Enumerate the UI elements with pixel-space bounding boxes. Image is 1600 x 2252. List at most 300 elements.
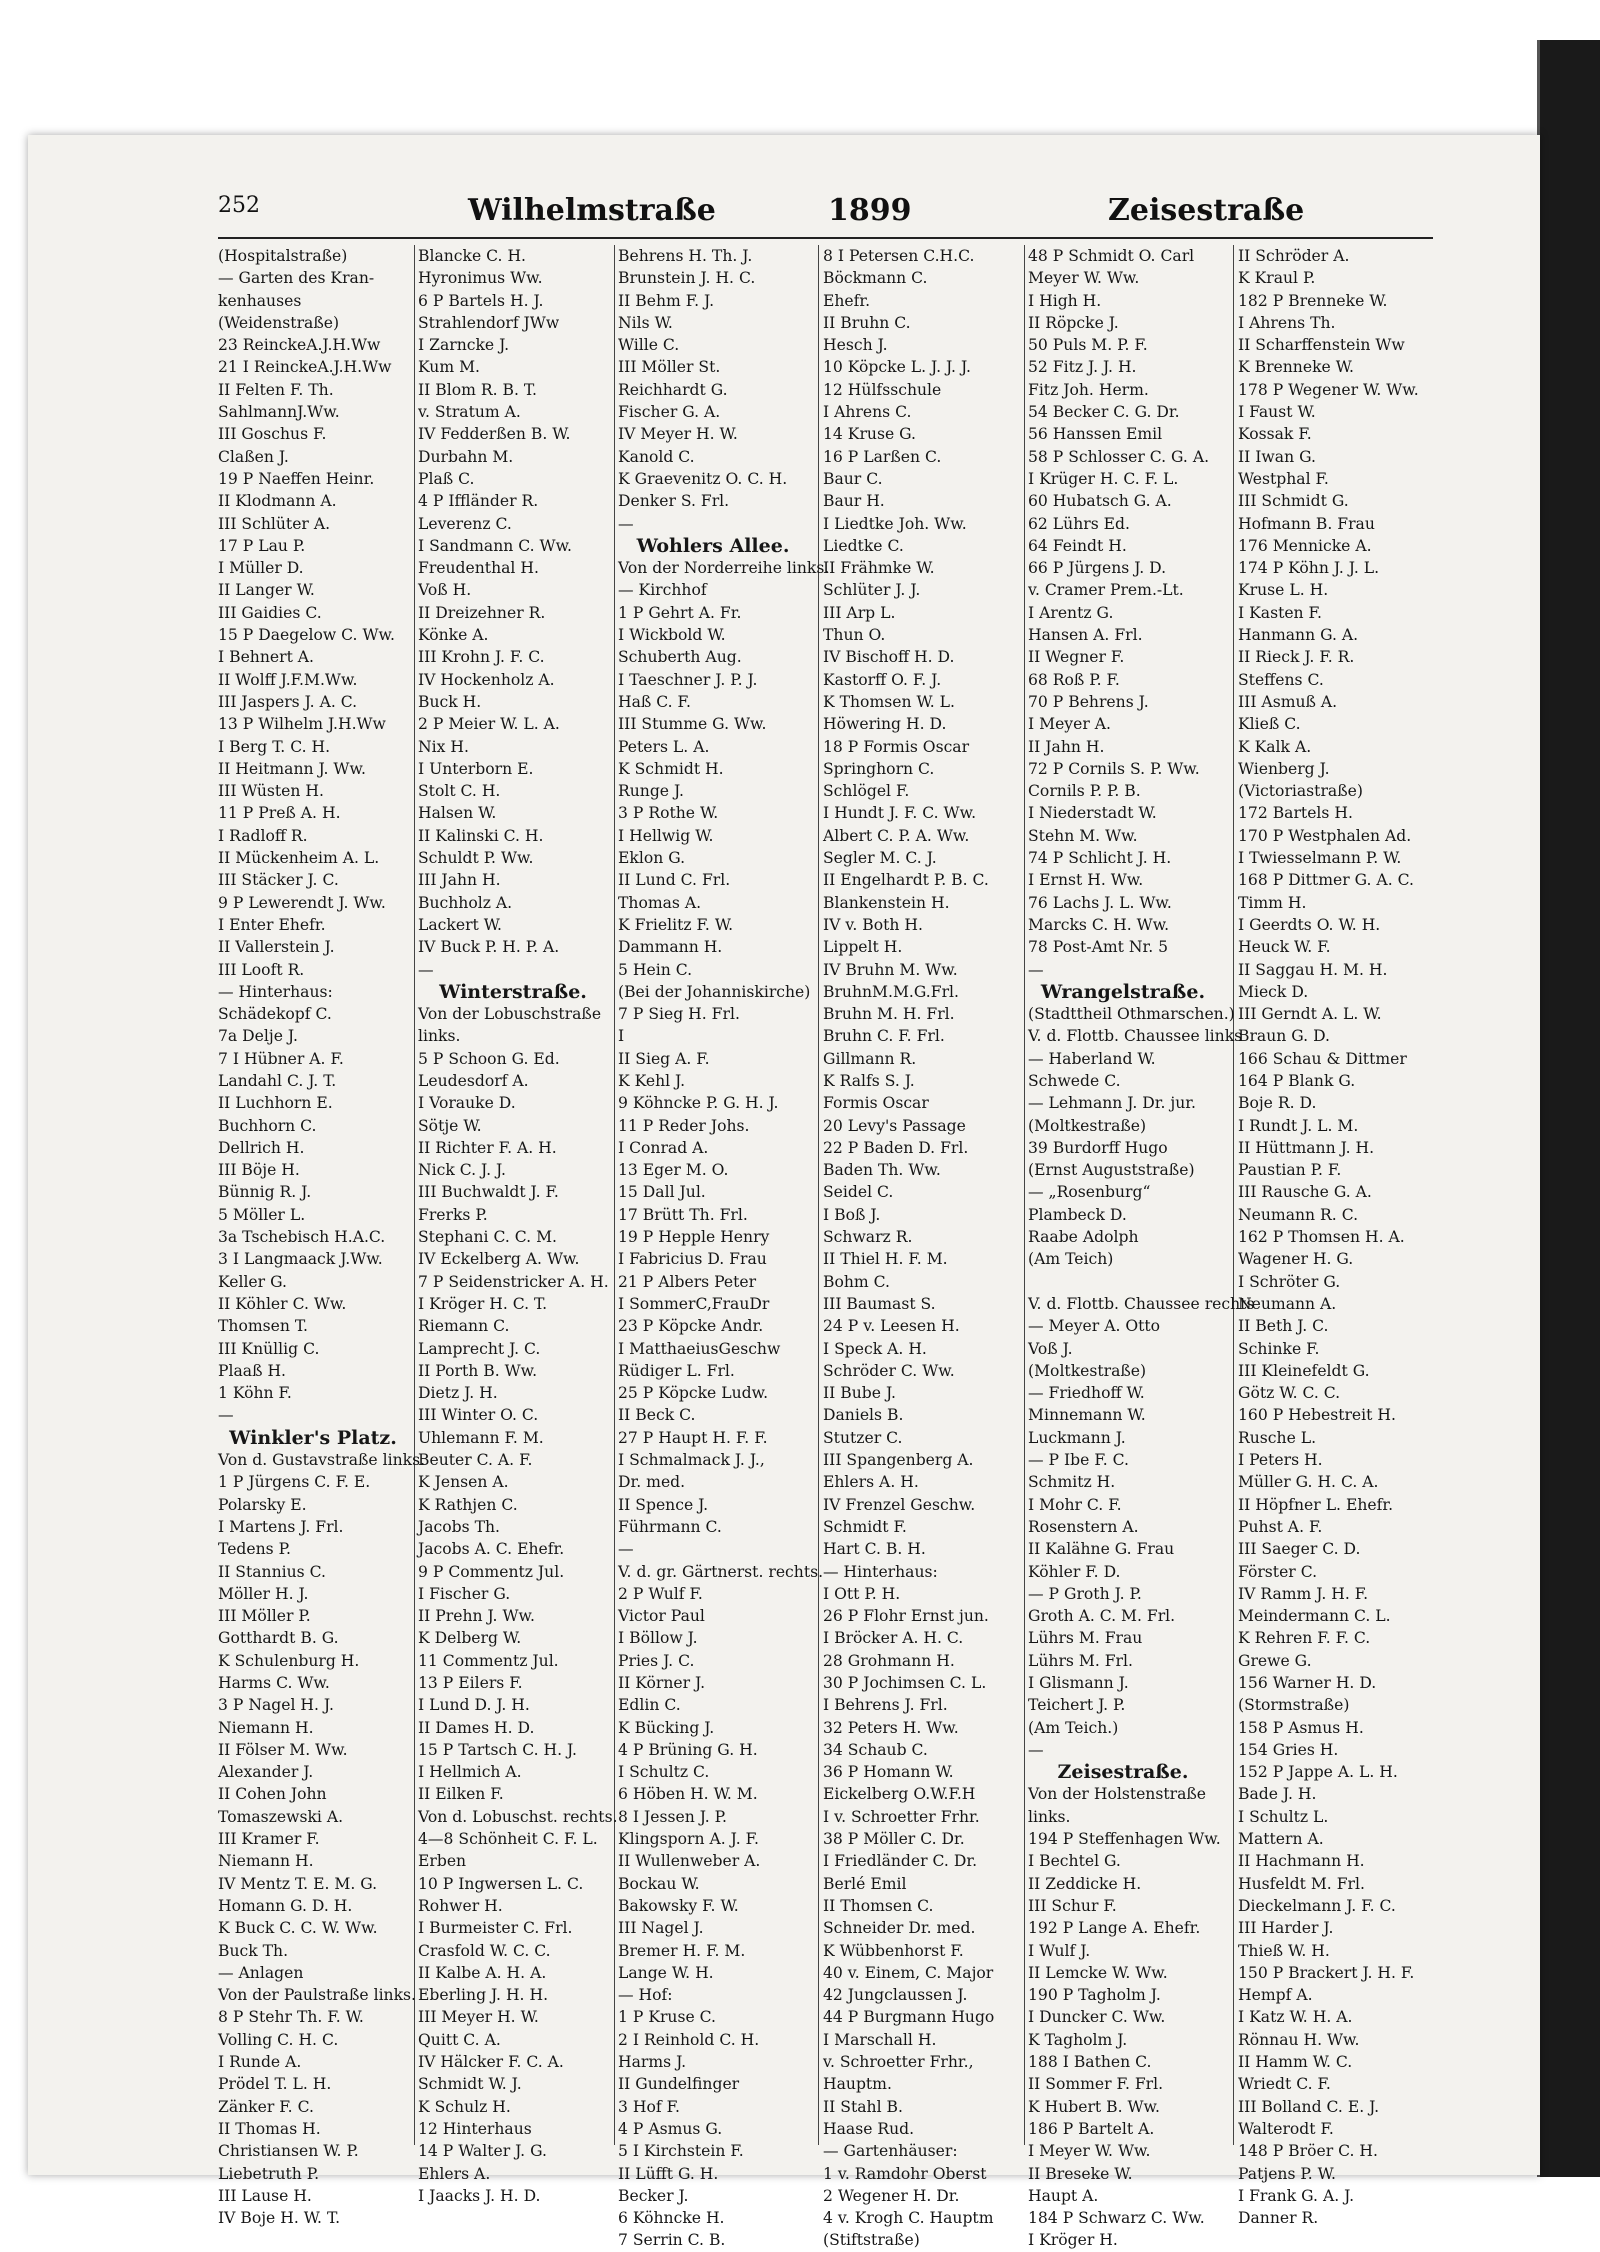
column-3 xyxy=(618,245,830,2252)
directory-entry: K Graevenitz O. C. H. xyxy=(618,469,788,488)
directory-entry: Tomaszewski A. xyxy=(218,1807,344,1826)
directory-entry: II Klodmann A. xyxy=(218,492,337,511)
header-year: 1899 xyxy=(828,193,912,228)
directory-entry: III Bolland C. E. J. xyxy=(1238,2097,1380,2116)
page-number: 252 xyxy=(218,193,260,218)
directory-entry: Niemann H. xyxy=(218,1852,314,1871)
directory-entry: 13 P Eilers F. xyxy=(418,1674,523,1692)
directory-entry: Husfeldt M. Frl. xyxy=(1238,1874,1365,1893)
directory-entry: II Wegner F. xyxy=(1028,648,1125,667)
directory-entry: Eberling J. H. H. xyxy=(418,1986,549,2005)
directory-entry: (Bei der Johanniskirche) xyxy=(618,982,811,1001)
directory-entry: Schuberth Aug. xyxy=(618,648,742,667)
directory-entry: 4—8 Schönheit C. F. L. xyxy=(418,1830,598,1849)
directory-entry: Braun G. D. xyxy=(1238,1027,1330,1046)
directory-entry: 5 Möller L. xyxy=(218,1205,306,1224)
directory-entry: 1 P Jürgens C. F. E. xyxy=(218,1473,371,1492)
directory-entry: I Bechtel G. xyxy=(1028,1852,1121,1871)
directory-entry: Kruse L. H. xyxy=(1238,581,1329,600)
directory-entry: Haupt A. xyxy=(1028,2186,1099,2205)
directory-entry: I Fischer G. xyxy=(418,1584,511,1603)
directory-entry: III Arp L. xyxy=(823,603,896,622)
directory-entry: I v. Schroetter Frhr. xyxy=(823,1807,980,1826)
directory-entry: Schinke F. xyxy=(1238,1339,1320,1358)
directory-entry: II Vallerstein J. xyxy=(218,938,335,957)
directory-entry: Voß J. xyxy=(1028,1339,1073,1358)
directory-entry: K Wübbenhorst F. xyxy=(823,1941,964,1960)
directory-entry: Von der Holstenstraße xyxy=(1028,1785,1207,1804)
directory-entry: 182 P Brenneke W. xyxy=(1238,291,1388,310)
directory-entry: Kossak F. xyxy=(1238,425,1312,444)
directory-entry: II Blom R. B. T. xyxy=(418,380,537,399)
directory-entry: III Goschus F. xyxy=(218,425,327,444)
directory-entry: Neumann R. C. xyxy=(1238,1205,1359,1224)
directory-entry: — Meyer A. Otto xyxy=(1028,1317,1161,1336)
directory-entry: 1 P Kruse C. xyxy=(618,2008,716,2027)
directory-entry: Danner R. xyxy=(1238,2209,1319,2228)
directory-entry: — xyxy=(1028,1740,1044,1759)
directory-entry: III Meyer H. W. xyxy=(418,2008,539,2027)
directory-entry: 186 P Bartelt A. xyxy=(1028,2119,1155,2138)
directory-entry: I Taeschner J. P. J. xyxy=(618,670,758,689)
directory-entry: Erben xyxy=(418,1852,467,1871)
directory-entry: Hanmann G. A. xyxy=(1238,626,1359,645)
directory-entry: K Hubert B. Ww. xyxy=(1028,2097,1160,2116)
directory-entry: III Rausche G. A. xyxy=(1238,1183,1372,1202)
directory-entry: 166 Schau & Dittmer xyxy=(1238,1049,1407,1068)
directory-entry: K Rathjen C. xyxy=(418,1495,518,1514)
directory-entry: 26 P Flohr Ernst jun. xyxy=(823,1607,989,1626)
directory-entry: II Körner J. xyxy=(618,1674,706,1692)
directory-entry: II Eilken F. xyxy=(418,1785,504,1804)
directory-entry: I Schmalmack J. J., xyxy=(618,1451,765,1470)
directory-entry: 14 Kruse G. xyxy=(823,425,916,444)
directory-entry: — xyxy=(1028,960,1044,979)
directory-entry: — xyxy=(218,1406,234,1425)
directory-entry: Frerks P. xyxy=(418,1205,488,1224)
directory-entry: I Marschall H. xyxy=(823,2030,937,2049)
directory-entry: 13 Eger M. O. xyxy=(618,1161,729,1180)
directory-entry: 16 P Larßen C. xyxy=(823,447,942,466)
directory-entry: K Kehl J. xyxy=(618,1071,686,1090)
directory-entry: Plambeck D. xyxy=(1028,1205,1127,1224)
directory-entry: I Burmeister C. Frl. xyxy=(418,1919,573,1938)
directory-entry: 3a Tschebisch H.A.C. xyxy=(218,1228,386,1247)
directory-entry: 62 Lührs Ed. xyxy=(1028,514,1130,533)
directory-entry: Beuter C. A. F. xyxy=(418,1451,533,1470)
directory-entry: Schwarz R. xyxy=(823,1228,913,1247)
directory-entry: Rüdiger L. Frl. xyxy=(618,1361,735,1380)
directory-entry: Schädekopf C. xyxy=(218,1005,332,1024)
directory-entry: I Unterborn E. xyxy=(418,759,534,778)
directory-entry: Hofmann B. Frau xyxy=(1238,514,1375,533)
directory-entry: Böckmann C. xyxy=(823,269,928,288)
directory-entry: Eklon G. xyxy=(618,849,686,868)
directory-entry: K Schulz H. xyxy=(418,2097,511,2116)
directory-entry: 12 Hülfsschule xyxy=(823,380,942,399)
column-6 xyxy=(1238,245,1428,2229)
directory-entry: 150 P Brackert J. H. F. xyxy=(1238,1963,1415,1982)
directory-entry: I High H. xyxy=(1028,291,1102,310)
directory-entry: — P Ibe F. C. xyxy=(1028,1451,1129,1470)
directory-entry: Winterstraße. xyxy=(439,980,587,1003)
directory-entry: 7 I Hübner A. F. xyxy=(218,1049,344,1068)
directory-entry: Alexander J. xyxy=(218,1763,314,1782)
directory-entry: I Berg T. C. H. xyxy=(218,737,331,756)
directory-entry: I Ahrens Th. xyxy=(1238,313,1336,332)
directory-entry: III Kleinefeldt G. xyxy=(1238,1361,1370,1380)
header-rule xyxy=(218,237,1433,239)
directory-entry: Wienberg J. xyxy=(1238,759,1330,778)
directory-entry: II Lüfft G. H. xyxy=(618,2164,719,2183)
directory-entry: Gillmann R. xyxy=(823,1049,917,1068)
directory-entry: Wriedt C. F. xyxy=(1238,2075,1331,2094)
directory-entry: Baur H. xyxy=(823,492,885,511)
directory-entry: II Thomas H. xyxy=(218,2119,321,2138)
directory-entry: Buck H. xyxy=(418,692,482,711)
directory-entry: — Hof: xyxy=(618,1986,673,2005)
directory-entry: I Martens J. Frl. xyxy=(218,1517,344,1536)
directory-entry: Gotthardt B. G. xyxy=(218,1629,339,1648)
directory-entry: Liebetruth P. xyxy=(218,2164,320,2183)
directory-entry: II Gundelfinger xyxy=(618,2075,740,2094)
directory-entry: 2 I Reinhold C. H. xyxy=(618,2030,760,2049)
directory-entry: Thomas A. xyxy=(618,893,702,912)
directory-entry: Liedtke C. xyxy=(823,536,904,555)
directory-entry: 162 P Thomsen H. A. xyxy=(1238,1228,1405,1247)
directory-entry: 27 P Haupt H. F. F. xyxy=(618,1428,768,1447)
directory-entry: II Sommer F. Frl. xyxy=(1028,2075,1164,2094)
directory-entry: I Behnert A. xyxy=(218,648,315,667)
directory-entry: 1 v. Ramdohr Oberst xyxy=(823,2164,987,2183)
directory-entry: Nick C. J. J. xyxy=(418,1161,507,1180)
directory-entry: K Frielitz F. W. xyxy=(618,915,734,934)
directory-entry: III Schlüter A. xyxy=(218,514,331,533)
directory-entry: Voß H. xyxy=(418,581,472,600)
directory-entry: K Delberg W. xyxy=(418,1629,522,1648)
directory-entry: K Bücking J. xyxy=(618,1718,715,1737)
directory-entry: 168 P Dittmer G. A. C. xyxy=(1238,871,1414,890)
directory-entry: Von d. Gustavstraße links. xyxy=(218,1451,426,1470)
directory-entry: 178 P Wegener W. Ww. xyxy=(1238,380,1419,399)
directory-entry: Berlé Emil xyxy=(823,1874,907,1893)
directory-entry: III Baumast S. xyxy=(823,1294,936,1313)
directory-entry: IV Eckelberg A. Ww. xyxy=(418,1250,580,1269)
directory-entry: II Kalinski C. H. xyxy=(418,826,544,845)
directory-entry: I Bröcker A. H. C. xyxy=(823,1629,964,1648)
directory-entry: Seidel C. xyxy=(823,1183,894,1202)
directory-entry: — Hinterhaus: xyxy=(823,1562,938,1581)
directory-entry: Mieck D. xyxy=(1238,982,1309,1001)
directory-entry: II Dreizehner R. xyxy=(418,603,546,622)
directory-entry: I Glismann J. xyxy=(1028,1674,1129,1692)
directory-entry: Stolt C. H. xyxy=(418,782,501,801)
directory-entry: Kastorff O. F. J. xyxy=(823,670,942,689)
directory-entry: links. xyxy=(1028,1807,1071,1826)
directory-entry: Dietz J. H. xyxy=(418,1384,498,1403)
directory-entry: 72 P Cornils S. P. Ww. xyxy=(1028,759,1200,778)
directory-entry: Peters L. A. xyxy=(618,737,710,756)
directory-entry: Boje R. D. xyxy=(1238,1094,1317,1113)
directory-entry: 13 P Wilhelm J.H.Ww xyxy=(218,715,386,734)
directory-entry: II Kalbe A. H. A. xyxy=(418,1963,547,1982)
directory-entry: 23 P Köpcke Andr. xyxy=(618,1317,764,1336)
directory-entry: Dieckelmann J. F. C. xyxy=(1238,1896,1396,1915)
directory-entry: III Winter O. C. xyxy=(418,1406,539,1425)
directory-entry: II Luchhorn E. xyxy=(218,1094,333,1113)
directory-entry: II Langer W. xyxy=(218,581,315,600)
directory-entry: (Am Teich) xyxy=(1028,1250,1114,1269)
directory-entry: II Lemcke W. Ww. xyxy=(1028,1963,1168,1982)
directory-entry: III Gerndt A. L. W. xyxy=(1238,1005,1382,1024)
directory-entry: Hauptm. xyxy=(823,2075,892,2094)
directory-entry: 8 I Jessen J. P. xyxy=(618,1807,727,1826)
directory-entry: Dr. med. xyxy=(618,1473,686,1492)
directory-entry: Haß C. F. xyxy=(618,692,691,711)
directory-entry: 14 P Walter J. G. xyxy=(418,2142,547,2161)
directory-entry: I Duncker C. Ww. xyxy=(1028,2008,1166,2027)
directory-entry: Hempf A. xyxy=(1238,1986,1313,2005)
directory-entry: II Behm F. J. xyxy=(618,291,715,310)
directory-entry: III Asmuß A. xyxy=(1238,692,1338,711)
directory-entry: K Rehren F. F. C. xyxy=(1238,1629,1371,1648)
directory-entry: II Stannius C. xyxy=(218,1562,326,1581)
directory-entry: II Bruhn C. xyxy=(823,313,911,332)
directory-entry: Bakowsky F. W. xyxy=(618,1896,739,1915)
directory-entry: I Vorauke D. xyxy=(418,1094,516,1113)
directory-entry: Von der Paulstraße links. xyxy=(218,1986,417,2005)
directory-entry: II Prehn J. Ww. xyxy=(418,1607,535,1626)
directory-entry: IV Buck P. H. P. A. xyxy=(418,938,560,957)
directory-entry: Westphal F. xyxy=(1238,469,1329,488)
directory-entry: (Stadttheil Othmarschen.) xyxy=(1028,1005,1235,1024)
directory-entry: I Ott P. H. xyxy=(823,1584,901,1603)
directory-entry: I Enter Ehefr. xyxy=(218,915,326,934)
directory-entry: K Schulenburg H. xyxy=(218,1651,360,1670)
directory-entry: Thun O. xyxy=(823,626,886,645)
directory-entry: Dellrich H. xyxy=(218,1138,305,1157)
directory-entry: 74 P Schlicht J. H. xyxy=(1028,849,1172,868)
directory-entry: II Höpfner L. Ehefr. xyxy=(1238,1495,1394,1514)
directory-entry: 3 P Nagel H. J. xyxy=(218,1696,334,1715)
directory-entry: — xyxy=(418,960,434,979)
directory-entry: 4 P Brüning G. H. xyxy=(618,1740,758,1759)
directory-entry: Victor Paul xyxy=(618,1607,705,1626)
directory-entry: II Thiel H. F. M. xyxy=(823,1250,948,1269)
directory-entry: Dammann H. xyxy=(618,938,723,957)
directory-entry: II Frähmke W. xyxy=(823,559,935,578)
directory-entry: I Katz W. H. A. xyxy=(1238,2008,1353,2027)
column-divider xyxy=(614,245,615,2145)
directory-entry: IV Ramm J. H. F. xyxy=(1238,1584,1369,1603)
directory-entry: 8 P Stehr Th. F. W. xyxy=(218,2008,364,2027)
directory-entry: Hyronimus Ww. xyxy=(418,269,543,288)
directory-entry: — Gartenhäuser: xyxy=(823,2142,958,2161)
directory-entry: Müller G. H. C. A. xyxy=(1238,1473,1379,1492)
directory-entry: Denker S. Frl. xyxy=(618,492,730,511)
directory-entry: Rohwer H. xyxy=(418,1896,503,1915)
directory-entry: II Scharffenstein Ww xyxy=(1238,336,1405,355)
directory-entry: Steffens C. xyxy=(1238,670,1324,689)
directory-entry: II Beck C. xyxy=(618,1406,696,1425)
directory-entry: II Kalähne G. Frau xyxy=(1028,1540,1175,1559)
directory-entry: links. xyxy=(418,1027,461,1046)
directory-entry: II Stahl B. xyxy=(823,2097,903,2116)
directory-entry: I Jaacks J. H. D. xyxy=(418,2186,541,2205)
directory-entry: K Thomsen W. L. xyxy=(823,692,955,711)
directory-entry: II Mückenheim A. L. xyxy=(218,849,380,868)
directory-entry: 17 P Lau P. xyxy=(218,536,306,555)
directory-entry: Uhlemann F. M. xyxy=(418,1428,544,1447)
directory-entry: Zeisestraße. xyxy=(1057,1761,1189,1784)
directory-entry: — xyxy=(618,514,634,533)
directory-entry: I Runde A. xyxy=(218,2053,302,2072)
directory-entry: Grewe G. xyxy=(1238,1651,1312,1670)
directory-entry: 42 Jungclaussen J. xyxy=(823,1986,968,2005)
directory-entry: Lamprecht J. C. xyxy=(418,1339,541,1358)
directory-entry: Rusche L. xyxy=(1238,1428,1317,1447)
directory-entry: Jacobs A. C. Ehefr. xyxy=(418,1540,565,1559)
directory-entry: 48 P Schmidt O. Carl xyxy=(1028,247,1195,265)
directory-entry: 5 P Schoon G. Ed. xyxy=(418,1049,560,1068)
directory-entry: 64 Feindt H. xyxy=(1028,536,1127,555)
directory-entry: 30 P Jochimsen C. L. xyxy=(823,1674,987,1692)
directory-entry: 170 P Westphalen Ad. xyxy=(1238,826,1412,845)
directory-entry: SahlmannJ.Ww. xyxy=(218,403,340,422)
directory-entry: Führmann C. xyxy=(618,1517,722,1536)
directory-entry: Durbahn M. xyxy=(418,447,514,466)
directory-entry: Möller H. J. xyxy=(218,1584,309,1603)
directory-entry: Minnemann W. xyxy=(1028,1406,1146,1425)
directory-entry: IV Bruhn M. Ww. xyxy=(823,960,958,979)
directory-entry: I Mohr C. F. xyxy=(1028,1495,1122,1514)
directory-entry: I MatthaeiusGeschw xyxy=(618,1339,781,1358)
directory-entry: 19 P Hepple Henry xyxy=(618,1228,770,1247)
directory-entry: III Jaspers J. A. C. xyxy=(218,692,358,711)
directory-page xyxy=(28,135,1540,2250)
directory-entry: Fischer G. A. xyxy=(618,403,721,422)
directory-entry: Von der Norderreihe links. xyxy=(618,559,830,578)
directory-entry: Walterodt F. xyxy=(1238,2119,1334,2138)
directory-entry: III Nagel J. xyxy=(618,1919,704,1938)
directory-entry: 11 P Preß A. H. xyxy=(218,804,341,823)
directory-entry: Teichert J. P. xyxy=(1028,1696,1126,1715)
directory-entry: Lackert W. xyxy=(418,915,502,934)
directory-entry: (Hospitalstraße) xyxy=(218,247,348,265)
directory-entry: Harms J. xyxy=(618,2053,687,2072)
directory-entry: I Liedtke Joh. Ww. xyxy=(823,514,967,533)
directory-entry: II Engelhardt P. B. C. xyxy=(823,871,989,890)
directory-entry: Raabe Adolph xyxy=(1028,1228,1139,1247)
directory-entry: K Jensen A. xyxy=(418,1473,509,1492)
directory-entry: 152 P Jappe A. L. H. xyxy=(1238,1763,1398,1782)
directory-entry: I Speck A. H. xyxy=(823,1339,927,1358)
directory-entry: Volling C. H. C. xyxy=(218,2030,339,2049)
directory-entry: Luckmann J. xyxy=(1028,1428,1126,1447)
directory-entry: 17 Brütt Th. Frl. xyxy=(618,1205,748,1224)
directory-entry: I Rundt J. L. M. xyxy=(1238,1116,1359,1135)
directory-entry: (Moltkestraße) xyxy=(1028,1116,1147,1135)
directory-entry: III Stumme G. Ww. xyxy=(618,715,767,734)
directory-entry: I Arentz G. xyxy=(1028,603,1114,622)
directory-entry: Stehn M. Ww. xyxy=(1028,826,1138,845)
directory-entry: Götz W. C. C. xyxy=(1238,1384,1341,1403)
directory-entry: — Kirchhof xyxy=(618,581,707,600)
directory-entry: II Iwan G. xyxy=(1238,447,1316,466)
directory-entry: I Schultz L. xyxy=(1238,1807,1329,1826)
directory-entry: Marcks C. H. Ww. xyxy=(1028,915,1170,934)
directory-entry: III Stäcker J. C. xyxy=(218,871,339,890)
directory-entry: II Fölser M. Ww. xyxy=(218,1740,348,1759)
directory-entry: Klingsporn A. J. F. xyxy=(618,1830,759,1849)
directory-entry: — Garten des Kran- xyxy=(218,269,375,288)
directory-entry: Lührs M. Frau xyxy=(1028,1629,1143,1648)
directory-entry: Schmidt W. J. xyxy=(418,2075,522,2094)
directory-entry: Nils W. xyxy=(618,313,673,332)
directory-entry: Keller G. xyxy=(218,1272,287,1291)
directory-entry: Leverenz C. xyxy=(418,514,512,533)
directory-entry: 56 Hanssen Emil xyxy=(1028,425,1163,444)
directory-entry: II Wullenweber A. xyxy=(618,1852,761,1871)
directory-entry: 19 P Naeffen Heinr. xyxy=(218,469,375,488)
directory-entry: Timm H. xyxy=(1238,893,1307,912)
directory-entry: Sötje W. xyxy=(418,1116,482,1135)
directory-entry: Wrangelstraße. xyxy=(1040,980,1206,1003)
directory-entry: III Saeger C. D. xyxy=(1238,1540,1361,1559)
directory-entry: Lührs M. Frl. xyxy=(1028,1651,1133,1670)
directory-entry: I Wulf J. xyxy=(1028,1941,1091,1960)
directory-entry: Christiansen W. P. xyxy=(218,2142,359,2161)
directory-entry xyxy=(1028,1271,1218,1293)
directory-entry: Buck Th. xyxy=(218,1941,289,1960)
directory-entry: II Heitmann J. Ww. xyxy=(218,759,366,778)
directory-entry: Lippelt H. xyxy=(823,938,903,957)
directory-entry: 58 P Schlosser C. G. A. xyxy=(1028,447,1210,466)
directory-entry: 8 I Petersen C.H.C. xyxy=(823,247,975,265)
directory-entry: I xyxy=(618,1027,625,1046)
directory-entry: 172 Bartels H. xyxy=(1238,804,1353,823)
directory-entry: 22 P Baden D. Frl. xyxy=(823,1138,969,1157)
directory-entry: IV v. Both H. xyxy=(823,915,923,934)
directory-entry: Baden Th. Ww. xyxy=(823,1161,941,1180)
directory-entry: III Spangenberg A. xyxy=(823,1451,974,1470)
directory-entry: I Fabricius D. Frau xyxy=(618,1250,767,1269)
directory-entry: Winkler's Platz. xyxy=(229,1426,397,1449)
directory-entry: 156 Warner H. D. xyxy=(1238,1674,1377,1692)
directory-entry: 25 P Köpcke Ludw. xyxy=(618,1384,769,1403)
directory-entry: Reichhardt G. xyxy=(618,380,728,399)
directory-entry: I Kröger H. xyxy=(1028,2231,1118,2250)
directory-entry: 28 Grohmann H. xyxy=(823,1651,955,1670)
directory-entry: Schneider Dr. med. xyxy=(823,1919,976,1938)
directory-entry: 7 Serrin C. B. xyxy=(618,2231,726,2250)
directory-entry: (Moltkestraße) xyxy=(1028,1361,1147,1380)
directory-entry: I Niederstadt W. xyxy=(1028,804,1157,823)
directory-entry: I Frank G. A. J. xyxy=(1238,2186,1355,2205)
directory-entry: Buchholz A. xyxy=(418,893,513,912)
directory-entry: Prödel T. L. H. xyxy=(218,2075,332,2094)
directory-entry: K Schmidt H. xyxy=(618,759,724,778)
directory-entry: — xyxy=(618,1540,634,1559)
directory-entry: 4 v. Krogh C. Hauptm xyxy=(823,2209,994,2228)
directory-entry: Ehlers A. H. xyxy=(823,1473,919,1492)
directory-entry: Bruhn C. F. Frl. xyxy=(823,1027,945,1046)
directory-entry: 38 P Möller C. Dr. xyxy=(823,1830,965,1849)
directory-entry: Tedens P. xyxy=(218,1540,291,1559)
directory-entry: 7 P Seidenstricker A. H. xyxy=(418,1272,609,1291)
directory-entry: V. d. Flottb. Chaussee links xyxy=(1028,1027,1243,1046)
directory-entry: Plaß C. xyxy=(418,469,475,488)
